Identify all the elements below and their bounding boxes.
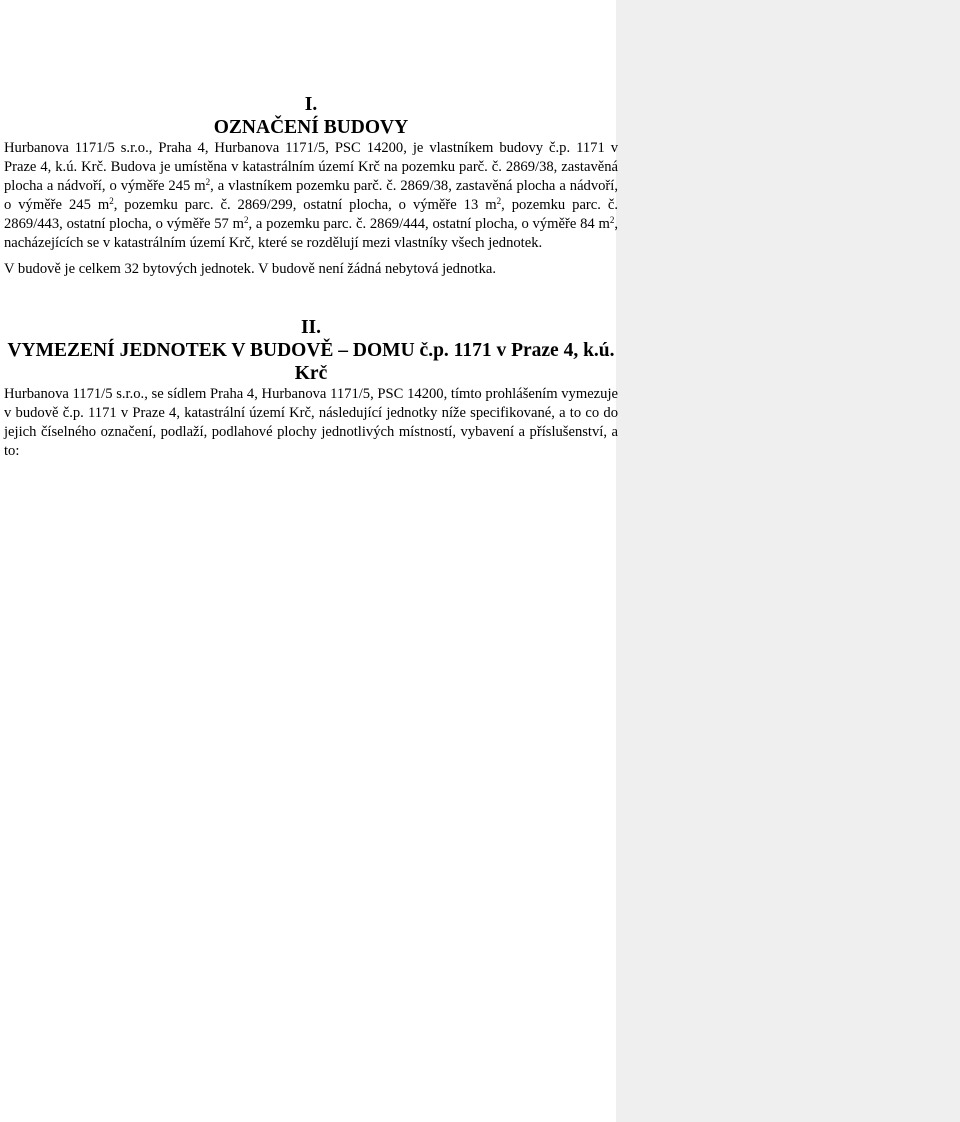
comments-margin [616,0,960,1122]
superscript: 2 [205,177,211,187]
section-2-title: VYMEZENÍ JEDNOTEK V BUDOVĚ – DOMU č.p. 1171 v Praze 4, k.ú. Krč [7,340,615,384]
superscript: 2 [496,196,502,206]
section-1-number: I. [304,94,318,115]
units-definition: Hurbanova 1171/5 s.r.o., se sídlem Praha 4, Hurbanova 1171/5, PSC 14200, tímto prohlášením vymezuje v budově č.p. 1171 v Praze 4, katastrální území Krč, následující jednotky níže specifikované, a to co do jejich číselného označení, podlaží, podlahové plochy jednotlivých místností, vybavení a příslušenství, a to: [4,386,618,459]
superscript: 2 [609,215,615,225]
document-body [4,93,618,461]
text-segment: , pozemku parc. č. 2869/299, ostatní plocha, o výměře 13 m [113,197,497,213]
units-note: V budově je celkem 32 bytových jednotek. V budově není žádná nebytová jednotka. [4,261,497,277]
text-segment: , pozemku parc. č. 2869/443, ostatní plocha, o výměře 57 m [4,197,618,232]
superscript: 2 [109,196,114,206]
section-2-number: II. [300,317,322,338]
superscript: 2 [243,215,249,225]
section-1-title: OZNAČENÍ BUDOVY [213,117,409,138]
text-segment: , a vlastníkem pozemku parč. č. 2869/38, zastavěná plocha a nádvoří, o výměře 245 m [4,178,618,213]
text-segment: , nacházejících se v katastrálním území Krč, které se rozdělují mezi vlastníky všech jednotek. [4,216,618,251]
building-description [4,139,618,253]
text-segment: , a pozemku parc. č. 2869/444, ostatní plocha, o výměře 84 m [248,216,610,232]
text-segment: Hurbanova 1171/5 s.r.o., Praha 4, Hurbanova 1171/5, PSC 14200, je vlastníkem budovy č.p. 1171 v Praze 4, k.ú. Krč. Budova je umístěna v katastrálním území Krč na pozemku parč. č. 2869/38, zastavěná plocha a nádvoří, o výměře 245 m [4,140,618,194]
